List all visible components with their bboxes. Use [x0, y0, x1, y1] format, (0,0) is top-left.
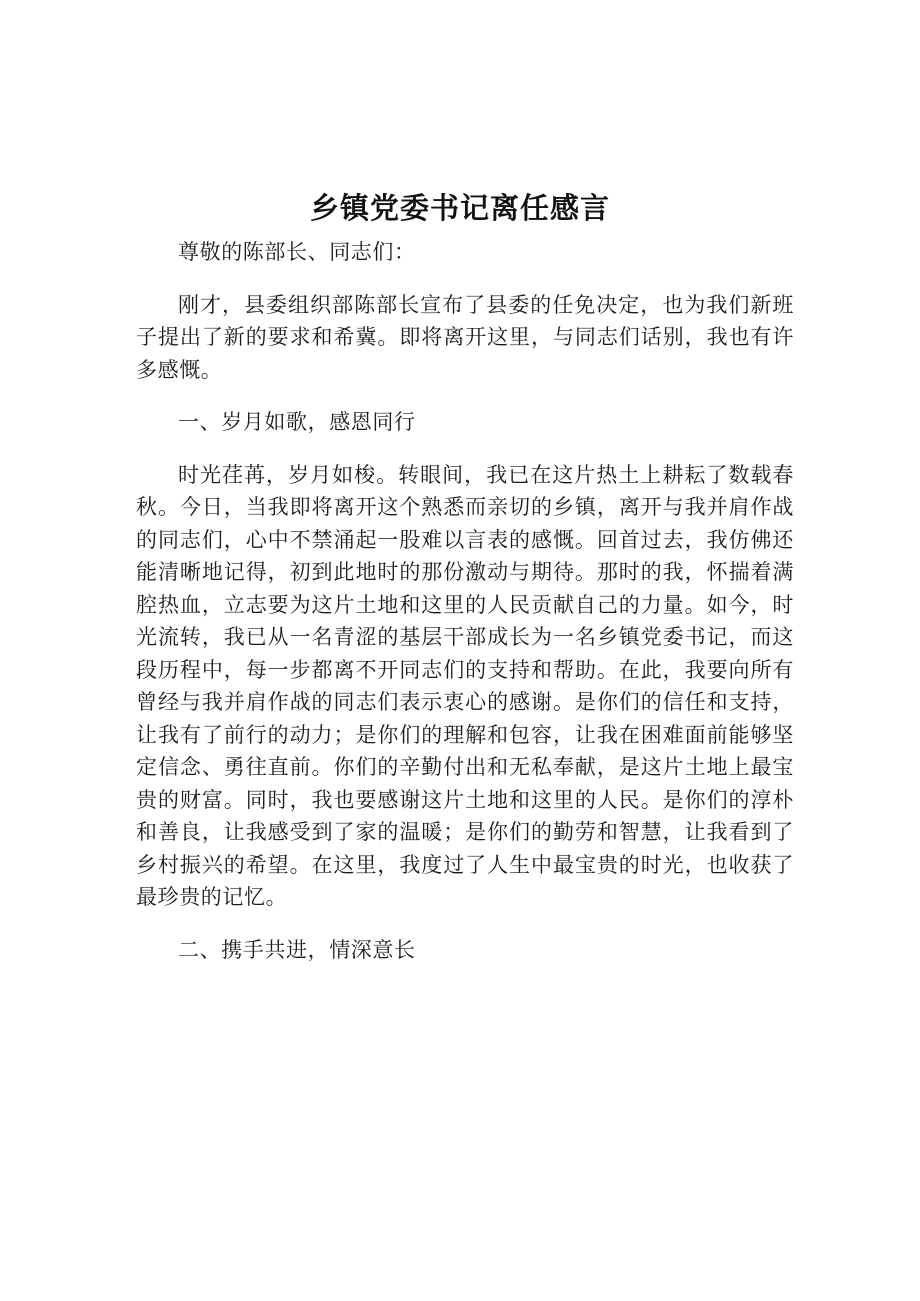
section-1-paragraph: 时光荏苒，岁月如梭。转眼间，我已在这片热土上耕耘了数载春秋。今日，当我即将离开这个熟悉而亲切的乡镇，离开与我并肩作战的同志们，心中不禁涌起一股难以言表的感慨。回首过去，我仿佛还能清晰地记得，初到此地时的那份激动与期待。那时的我，怀揣着满腔热血，立志要为这片土地和这里的人民贡献自己的力量。如今，时光流转，我已从一名青涩的基层干部成长为一名乡镇党委书记，而这段历程中，每一步都离不开同志们的支持和帮助。在此，我要向所有曾经与我并肩作战的同志们表示衷心的感谢。是你们的信任和支持，让我有了前行的动力；是你们的理解和包容，让我在困难面前能够坚定信念、勇往直前。你们的辛勤付出和无私奉献，是这片土地上最宝贵的财富。同时，我也要感谢这片土地和这里的人民。是你们的淳朴和善良，让我感受到了家的温暖；是你们的勤劳和智慧，让我看到了乡村振兴的希望。在这里，我度过了人生中最宝贵的时光，也收获了最珍贵的记忆。: [136, 462, 794, 909]
intro-paragraph: 刚才，县委组织部陈部长宣布了县委的任免决定，也为我们新班子提出了新的要求和希冀。即将离开这里，与同志们话别，我也有许多感慨。: [136, 292, 794, 382]
document-title: 乡镇党委书记离任感言: [309, 191, 610, 225]
document-body: [136, 236, 794, 986]
section-heading-1: 一、岁月如歌，感恩同行: [178, 410, 416, 434]
salutation-paragraph: 尊敬的陈部长、同志们：: [178, 240, 416, 264]
section-heading-2: 二、携手共进，情深意长: [178, 937, 416, 962]
